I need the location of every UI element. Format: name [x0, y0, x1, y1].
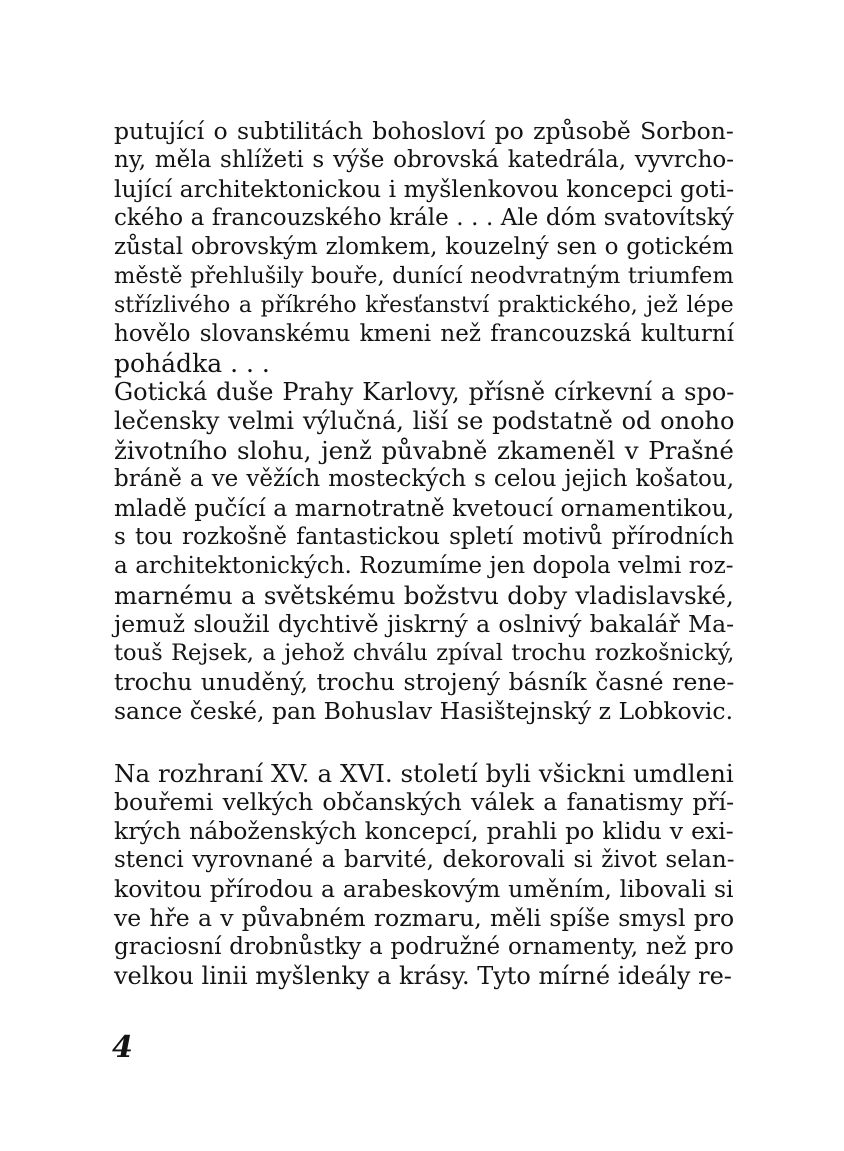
text-line: ckého a francouzského krále . . . Ale dóm svatovítský: [114, 205, 734, 231]
text-line: kovitou přírodou a arabeskovým uměním, libovali si: [114, 875, 734, 903]
text-line: lující architektonickou i myšlenkovou koncepci goti-: [114, 175, 735, 203]
paragraph-1: [114, 117, 734, 726]
text-line: Gotická duše Prahy Karlovy, přísně církevní a spo-: [114, 378, 735, 406]
text-line: graciosní drobnůstky a podružné ornamenty, než pro: [114, 934, 734, 960]
text-line: městě přehlušily bouře, dunící neodvratným triumfem: [114, 263, 734, 289]
text-line: stenci vyrovnané a barvité, dekorovali si život selan-: [114, 847, 735, 873]
text-line: bráně a ve věžích mosteckých s celou jejich košatou,: [114, 466, 735, 492]
text-line: putující o subtilitách bohosloví po způsobě Sorbon-: [114, 117, 734, 145]
text-line: krých náboženských koncepcí, prahli po klidu v exi-: [114, 817, 734, 845]
text-line: touš Rejsek, a jehož chválu zpíval trochu rozkošnický,: [114, 640, 735, 666]
text-line: velkou linii myšlenky a krásy. Tyto mírné ideály re-: [114, 962, 732, 990]
text-line: pohádka . . .: [114, 349, 270, 378]
text-line: ve hře a v půvabném rozmaru, měli spíše smysl pro: [114, 904, 735, 932]
text-line: marnému a světskému božstvu doby vladislavské,: [114, 581, 734, 610]
text-line: ny, měla shlížeti s výše obrovská katedrála, vyvrcho-: [114, 147, 735, 173]
text-line: střízlivého a příkrého křesťanství praktického, jež lépe: [114, 293, 734, 318]
page-number: 4: [112, 1030, 133, 1065]
text-line: jemuž sloužil dychtivě jiskrný a oslnivý bakalář Ma-: [114, 610, 735, 638]
text-line: bouřemi velkých občanských válek a fanatismy pří-: [114, 788, 735, 816]
text-line: lečensky velmi výlučná, liší se podstatně od onoho: [114, 407, 735, 435]
text-line: mladě pučící a marnotratně kvetoucí ornamentikou,: [114, 494, 735, 522]
text-line: zůstal obrovským zlomkem, kouzelný sen o gotickém: [114, 234, 734, 260]
paragraph-2: [114, 759, 734, 991]
text-line: sance české, pan Bohuslav Hasištejnský z Lobkovic.: [114, 697, 734, 725]
text-line: s tou rozkošně fantastickou spletí motivů přírodních: [114, 524, 735, 550]
text-line: a architektonických. Rozumíme jen dopola velmi roz-: [114, 553, 734, 579]
text-line: životního slohu, jenž půvabně zkameněl v Prašné: [114, 436, 734, 465]
text-line: hovělo slovanskému kmeni než francouzská kulturní: [114, 321, 735, 347]
text-line: Na rozhraní XV. a XVI. století byli všickni umdleni: [114, 759, 734, 788]
text-line: trochu unuděný, trochu strojený básník časné rene-: [114, 668, 735, 696]
